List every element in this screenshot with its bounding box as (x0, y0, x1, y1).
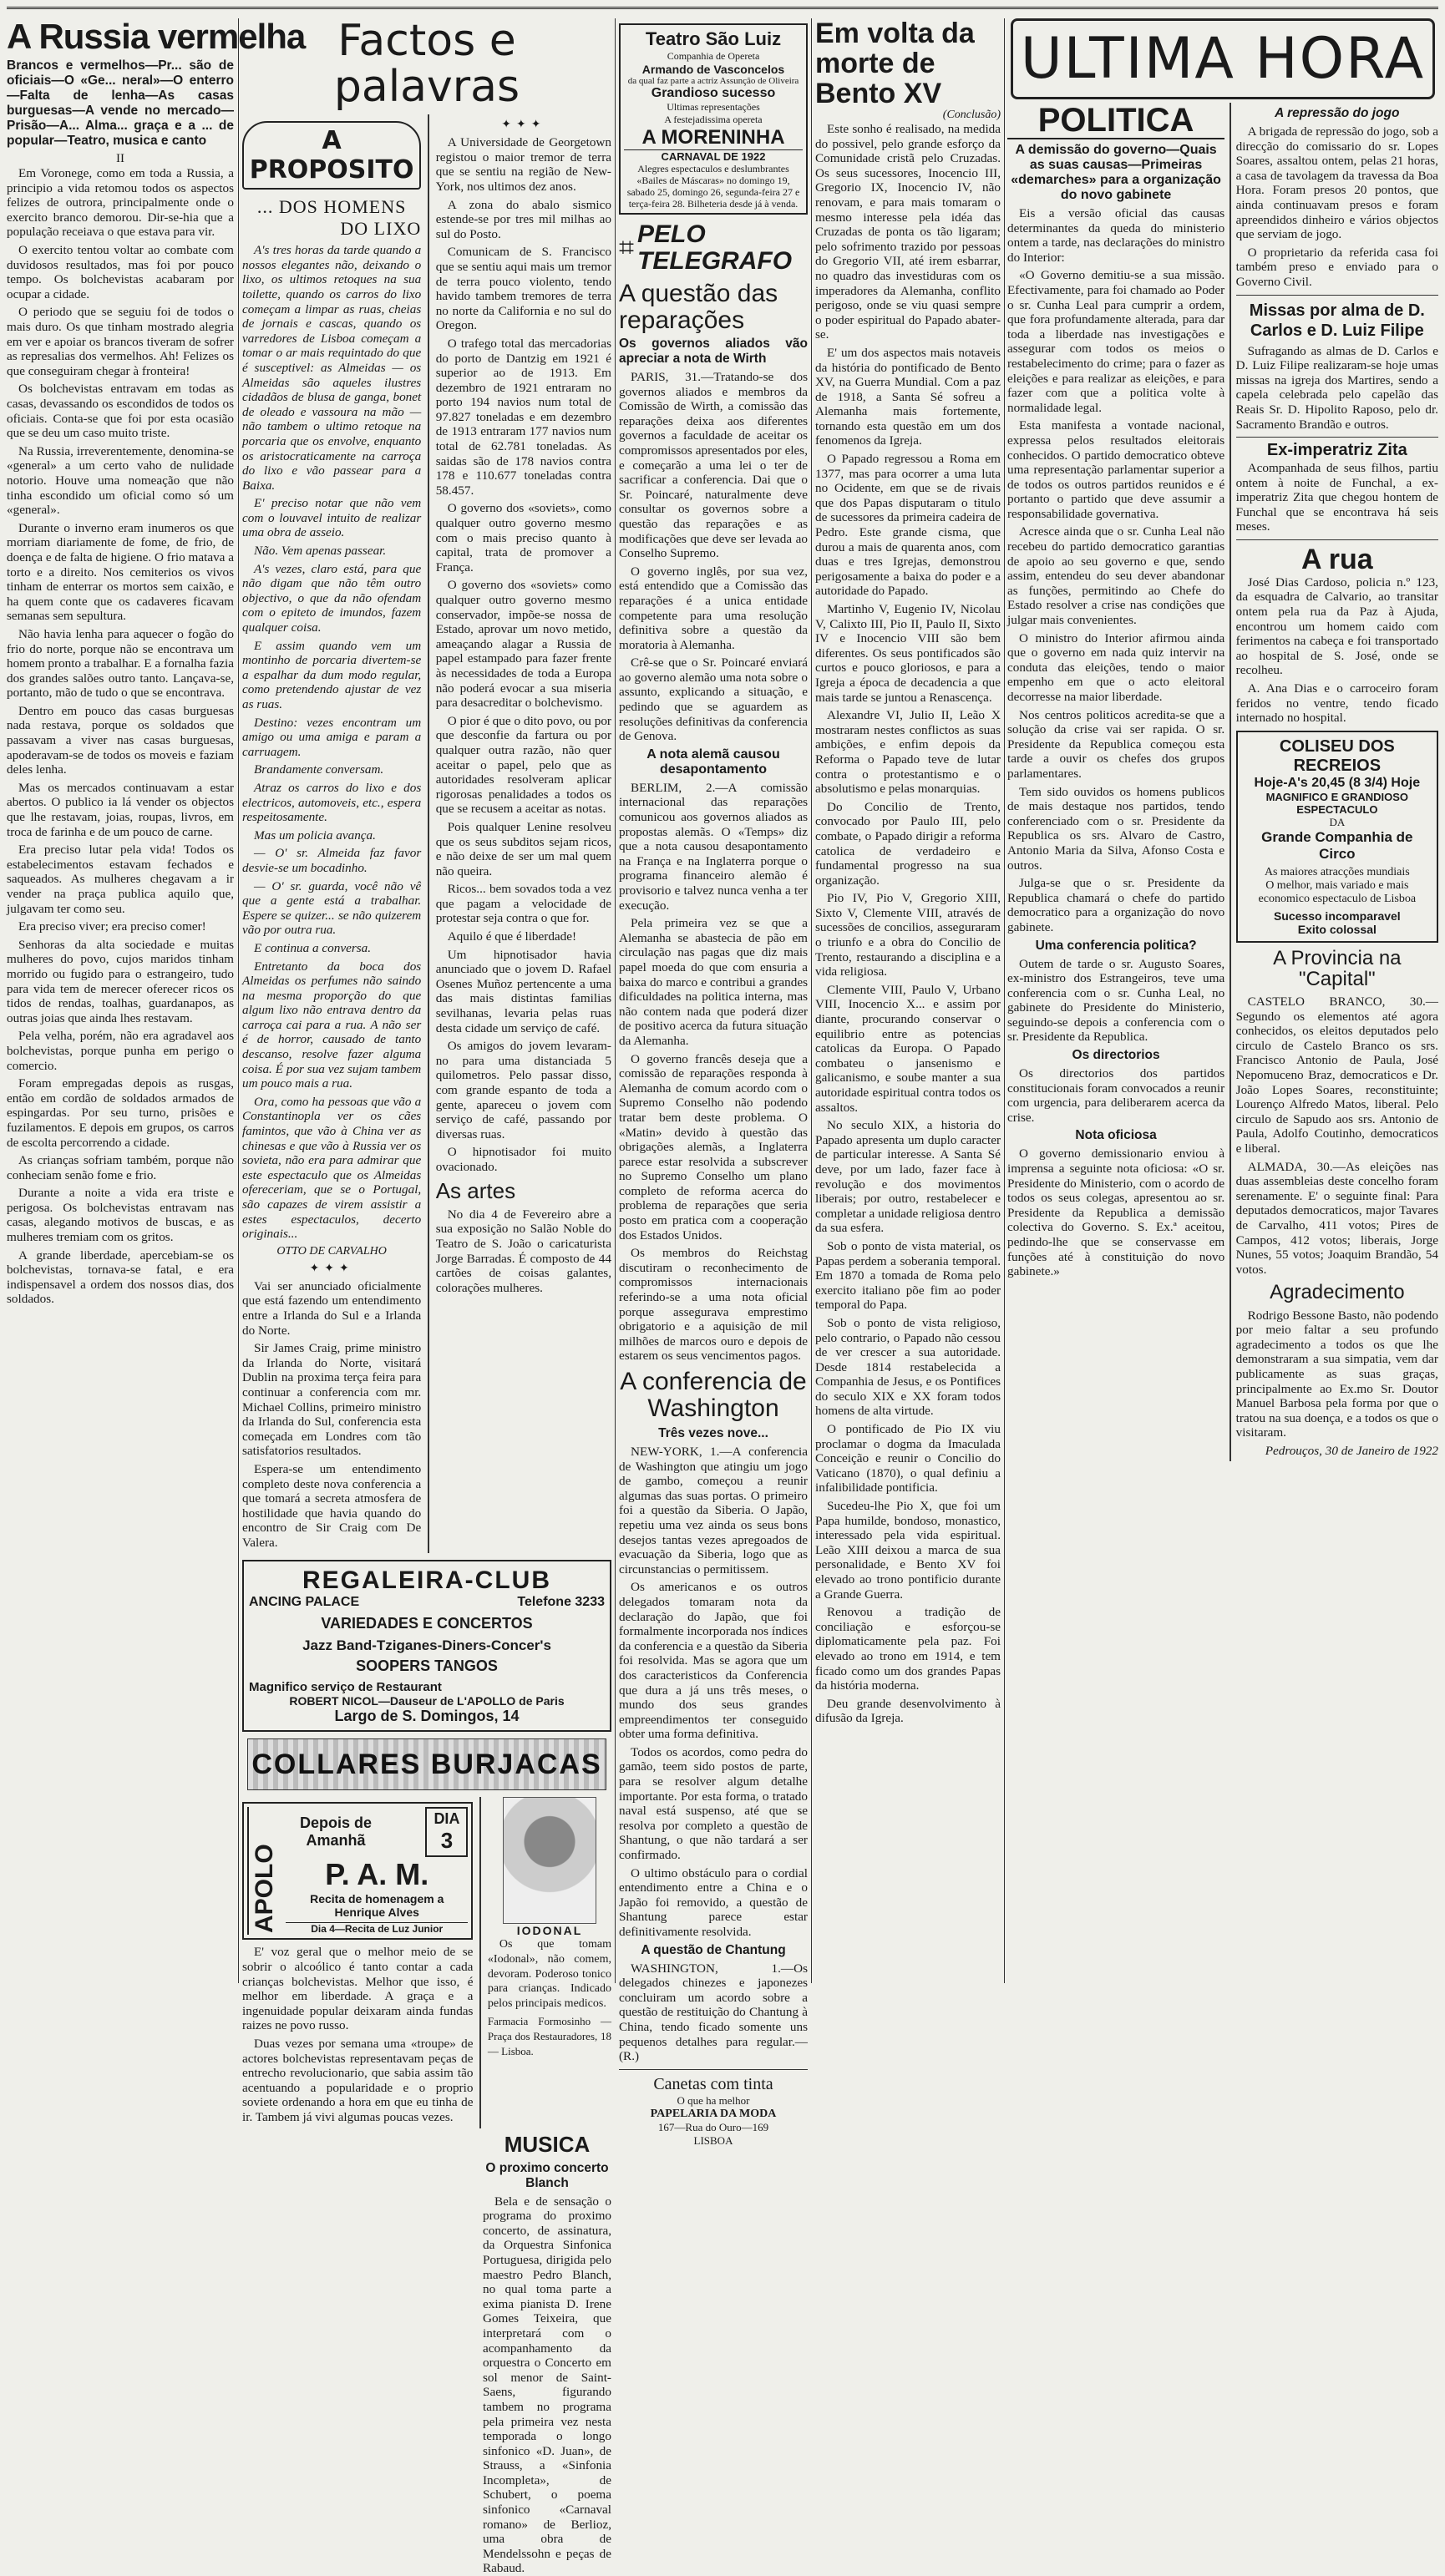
iodonal-baby-image (503, 1797, 596, 1924)
column-rule (1004, 18, 1005, 1983)
paragraph: Os amigos do jovem levaram-no para uma distanciada 5 quilometros. Pelo passar disso, com grande espanto de toda a gente, apareceu o jovem com serviço de café, passando por diversas ruas. (435, 1039, 611, 1141)
pens-ad (619, 2075, 808, 2148)
paragraph: Sob o ponto de vista religioso, pelo contrario, o Papado não cessou de ver crescer a sua autoridade. Desde 1814 restabelecida a Companhia de Jesus, e os Pontifices do seculo XIX e XX foram todos homens de alta virtude. (815, 1315, 1001, 1419)
paragraph: Sob o ponto de vista material, os Papas perdem a soberania temporal. Em 1870 a tomada de Roma pelo exercito italiano põe fim ao poder temporal do Papa. (815, 1238, 1001, 1313)
oficiosa-text: O governo demissionario enviou à imprensa a seguinte nota oficiosa: «O sr. Presidente do Ministerio, com o acordo de todos os seus colegas, apresentou ao sr. Presidente da Republica a demissão colectiva do Governo. S. Ex.ª aceitou, pedindo-lhe que se conservasse em funções até à constituição do novo gabinete.» (1007, 1146, 1225, 1279)
paragraph: Brandamente conversam. (254, 762, 384, 777)
paragraph: O governo inglês, por sua vez, está entendido que a Comissão das reparações é a unica entidade competente para uma resolução definitiva sobre a questão da moratoria à Alemanha. (619, 564, 808, 652)
coliseu-line5: As maiores atracções mundiais (1264, 865, 1410, 878)
stars-divider: ✦✦✦ (309, 1262, 354, 1275)
paragraph: Mas um policia avança. (254, 827, 376, 843)
paragraph: A Universidade de Georgetown registou o maior tremor de terra que se sentiu na região de New-York, nos ultimos dez anos. (435, 135, 611, 194)
politica-headline: POLITICA (1007, 103, 1224, 139)
coliseu-line6: O melhor, mais variado e mais economico espectaculo de Lisboa (1258, 878, 1417, 905)
zita-headline: Ex-imperatriz Zita (1266, 441, 1407, 460)
paragraph: O exercito tentou voltar ao combate com duvidosos resultados, mas foi por pouco tempo. Os bolchevistas acabaram por ocupar a cidade. (7, 243, 234, 301)
paragraph: No seculo XIX, a historia do Papado apresenta um duplo caracter de particular interesse. A Santa Sé deve, por um lado, fazer face à revolução e dos movimentos liberais; por outro, restabelecer e completar a unidade religiosa dentro da sua esfera. (815, 1118, 1001, 1236)
paragraph: Este sonho é realisado, na medida do possivel, pelo grande esforço da Comunidade cristã pelo Cruzadas. Os seus sucessores, Inocencio III, Gregorio IX, Inocencio IV, não renovam, e para mais tomaram o mesmo interesse pela idéa das Cruzadas de ponta os tão ligaram; pelo sofrimento trazido por pessoas do Gregorio VII, até irem esbarrar, no quadro das investiduras com os imperadores da Alemanha, conflito perigoso, onde se viu quasi sempre o poder espiritual do Papado abater-se. (815, 122, 1001, 342)
theatre-details: Alegres espectaculos e deslumbrantes «Bailes de Máscaras» no domingo 19, sabado 25, domingo 26, segunda-feira 27 e terça-feira 28. Bilheteria desde já à venda. (626, 163, 800, 210)
paragraph: Eis a versão oficial das causas determinantes da queda do ministerio ontem a tarde, nas declarações do ministro do Interior: (1007, 206, 1225, 265)
paragraph: Crê-se que o Sr. Poincaré enviará ao governo alemão uma nota sobre o assunto, explicando a situação, e pedindo que se aguardem as resoluções definitivas da conferencia de Genova. (619, 655, 808, 744)
theatre-success: Grandioso sucesso (651, 86, 776, 100)
column-telegrafo (619, 18, 808, 2147)
paragraph: O governo dos «soviets», como qualquer outro governo mesmo com o mais preciso quanto à capital, trata de promover a França. (435, 501, 611, 574)
bolchevistas-text: E' voz geral que o melhor meio de se sobrir o alcoólico é tanto contar a cada crianças bolchevistas. Melhor que isso, é melhor em liberdade. A graça e a ingenuidade popular deixaram ainda fundas raizes ne povo russo. (242, 1945, 474, 2033)
theatre-last: Ultimas representações (667, 101, 760, 113)
coliseu-line3: DA (1329, 815, 1346, 828)
paragraph: Nos centros politicos acredita-se que a solução da crise vai ser rapida. O sr. Presidente da Republica começou esta tarde a ouvir os chefes dos grupos parlamentares. (1007, 707, 1225, 781)
apolo-ad (242, 1802, 473, 1940)
agradecimento-headline: Agradecimento (1270, 1281, 1405, 1304)
missas-headline: Missas por alma de D. Carlos e D. Luiz Filipe (1249, 301, 1425, 340)
provincia-text2: ALMADA, 30.—As eleições nas duas assembleias deste concelho foram serenamente. E' o seguinte final: Para deputados democraticos, major Tavares de Carvalho, 411 votos; Pires de Campos, 412 votos; liberais, Jorge Nunes, 55 votos; Joaquim Brandão, 54 votos. (1235, 1159, 1438, 1277)
paragraph: Mas os mercados continuavam a estar abertos. O publico ia lá vender os objectos que lhe restavam, joias, roupas, livros, em troca de farinha e de um pouco de carne. (7, 780, 234, 839)
regaleira-phone: Telefone 3233 (517, 1595, 605, 1610)
column-ultima-hora (1007, 18, 1438, 1983)
paragraph: Renovou a tradição de conciliação e esforçou-se diplomaticamente pela paz. Foi elevado ao trono em 1914, e tem ficado como um dos grandes Papas da história moderna. (815, 1605, 1001, 1693)
coliseu-line2: MAGNIFICO E GRANDIOSO ESPECTACULO (1265, 790, 1409, 816)
column-factos (242, 16, 612, 2576)
sao-luiz-ad (619, 23, 808, 215)
apolo-pam: P. A. M. (325, 1857, 429, 1892)
paragraph: Sucedeu-lhe Pio X, que foi um Papa humilde, bondoso, monastico, interessado pela vida espiritual. Leão XIII deixou a marca de sua personalidade, e Bento XV foi elevado ao trono pontificio durante a Grande Guerra. (815, 1499, 1001, 1602)
coliseu-line4: Grande Companhia de Circo (1261, 828, 1413, 862)
paragraph: «O Governo demitiu-se a sua missão. Efectivamente, para foi chamado ao Poder o sr. Cunha Leal para cumprir a ordem, que fora profundamente alterada, para dar toda a liberdade nas investigações e assegurar com todos os meios o restabelecimento do crime; para o fazer as eleições e para realizar as eleições, e para fazer com que a politica volte à normalidade legal. (1007, 268, 1225, 415)
bento-headline: Em volta da morte de Bento XV (815, 18, 975, 109)
agradecimento-text: Rodrigo Bessone Basto, não podendo por meio faltar a seu profundo agradecimento a todos os que lhe demonstraram a sua simpatia, vem dar publicamente as suas graças, principalmente ao Ex.mo Sr. Doutor Manuel Barbosa pela forma por que o tratou na sua doença, e a todos os que o visitaram. (1235, 1308, 1438, 1440)
regaleira-name: REGALEIRA-CLUB (302, 1566, 551, 1595)
apolo-line1: Depois de Amanhã (299, 1814, 373, 1850)
column-rule (238, 18, 239, 1983)
paragraph: Julga-se que o sr. Presidente da Republica chamará o chefe do partido democratico para a organização do novo gabinete. (1007, 876, 1225, 934)
washington-sub: Três vezes nove... (658, 1426, 768, 1440)
column-rule (615, 18, 616, 1983)
a-proposito-body (242, 243, 421, 1242)
missas-text: Sufragando as almas de D. Carlos e D. Luiz Filipe realizaram-se hoje umas missas na igreja dos Martires, sendo a capela celebrada pelo capelão das Reais Sr. D. Hipolito Raposo, pelo dr. Sacramento Brandão e outros. (1235, 343, 1438, 432)
directorios-text: Os directorios dos partidos constitucionais foram convocados a reunir com urgencia, para deliberarem acerca da crise. (1007, 1066, 1225, 1125)
theatre-name: Teatro São Luiz (645, 28, 782, 49)
conf-politica-text: Outem de tarde o sr. Augusto Soares, ex-ministro dos Estrangeiros, teve uma conferencia com o sr. Cunha Leal, no gabinete do Presidente do Ministerio, seguindo-se depois a conferencia com o sr. Presidente da Republica. (1007, 956, 1225, 1045)
paragraph: E continua a conversa. (254, 940, 372, 955)
provincia-headline: A Provincia na "Capital" (1273, 946, 1402, 990)
theatre-carnaval: CARNAVAL DE 1922 (624, 149, 803, 163)
paragraph: Não havia lenha para aquecer o fogão do frio do norte, porque não se encontrava um homem pronto a trabalhar. E a fornalha fazia dos grandes salões outro tanto. Lançava-se, portanto, mão de tudo o que se encontrava. (7, 626, 234, 701)
apolo-num: 3 (440, 1828, 454, 1854)
paragraph: Era preciso lutar pela vida! Todos os estabelecimentos estavam fechados e saqueados. As mulheres chegavam a ir vender na praça publica aquilo que, julgavam ter como seu. (7, 843, 234, 916)
regaleira-sub: ANCING PALACE (249, 1595, 360, 1610)
agradecimento-date: Pedrouços, 30 de Janeiro de 1922 (1265, 1443, 1438, 1458)
factos-headline: Factos e palavras (333, 16, 520, 112)
chantung-headline: A questão de Chantung (641, 1942, 786, 1957)
musica-headline: MUSICA (504, 2131, 591, 2157)
russia-numeral: II (116, 152, 124, 166)
iodonal-text: Os que tomam «Iodonal», não comem, devoram. Poderoso tonico para crianças. Indicado pelos principais medicos. (487, 1938, 612, 2010)
paragraph: Entretanto da boca dos Almeidas os perfumes não saindo na mesma proporção do que algum lixo não entrava dentro da carroça cai para a rua. A não ser é de horror, causado de tanto descanso, resolve fazer alguma coisa. É por sua vez sujam tambem um pouco mais a rua. (242, 959, 422, 1091)
coliseu-line7: Sucesso incomparavel (1273, 908, 1401, 923)
zita-text: Acompanhada de seus filhos, partiu ontem à noite de Funchal, a ex-imperatriz Zita que chegou hontem de Funchal que se encontrava há seis meses. (1235, 461, 1438, 534)
regaleira-line5: ROBERT NICOL—Dauseur de L'APOLLO de Paris (289, 1694, 565, 1708)
paragraph: Era preciso viver; era preciso comer! (18, 919, 206, 934)
paragraph: Comunicam de S. Francisco que se sentiu aqui mais um tremor de terra pouco violento, tendo havido tambem tremores de terra no norte da California e no sul do Oregon. (435, 245, 611, 333)
coliseu-name: COLISEU DOS RECREIOS (1279, 736, 1395, 775)
a-proposito-logo: A PROPOSITO (242, 121, 421, 190)
paragraph: As crianças sofriam também, porque não conheciam senão fome e frio. (7, 1153, 234, 1182)
paragraph: Pois qualquer Lenine resolveu que os seus subditos sejam ricos, e não deixe de ser um mal quem não queira. (435, 819, 611, 878)
jogo-headline: A repressão do jogo (1275, 106, 1400, 120)
reparacoes-headline: A questão das reparações (619, 280, 778, 334)
pens-line2: PAPELARIA DA MODA (650, 2107, 777, 2120)
paragraph: Deu grande desenvolvimento à difusão da Igreja. (815, 1696, 1001, 1726)
pens-line3: 167—Rua do Ouro—169 (657, 2120, 769, 2133)
paragraph: Foram empregadas depois as rusgas, então em cordão de soldados armados de espingardas. Por seu turno, prisões e fuzilamentos. E depois em grupos, os carros de escolta percorrendo a cidade. (7, 1076, 234, 1150)
regaleira-ad (242, 1560, 611, 1732)
paragraph: Durante o inverno eram inumeros os que morriam diariamente de fome, de frio, de doença e de falta de higiene. O frio matava a torto e a direito. Nos cemiterios os vivos tinham de enterrar os mortos sem caixão, e ha quem conte que os cadaveres ficavam semanas sem sepultura. (7, 520, 234, 624)
paragraph: Durante a noite a vida era triste e perigosa. Os bolchevistas entravam nas casas, alegando motivos de buscas, e as mulheres tremiam com os gritos. (7, 1186, 234, 1245)
regaleira-line1: VARIEDADES E CONCERTOS (321, 1615, 533, 1632)
reparacoes-body (619, 370, 808, 744)
paragraph: Vai ser anunciado oficialmente que está fazendo um entendimento entre a Irlanda do Sul e a Irlanda do Norte. (242, 1278, 422, 1338)
paragraph: O periodo que se seguiu foi de todos o mais duro. Os que tinham mostrado alegria em ver e apoiar os brancos tiveram de sofrer as represalias dos vermelhos. Ah! Felizes os que conseguiram chegar à fronteira! (7, 305, 234, 378)
regaleira-line2: Jazz Band-Tziganes-Diners-Concer's (302, 1637, 551, 1654)
coliseu-line1: Hoje-A's 20,45 (8 3/4) Hoje (1254, 775, 1421, 790)
rua-text: José Dias Cardoso, policia n.º 123, da esquadra de Calvario, ao transitar ontem pela rua da Paz à Ajuda, encontrou um homem caido com ferimentos na cabeça e foi transportado ao hospital de S. José, onde se recolheu. (1235, 574, 1438, 678)
artes-headline: As artes (435, 1177, 516, 1203)
paragraph: Espera-se um entendimento completo deste nova conferencia a que tomará a secreta atmosfera de hostilidade que havia quando do encontro de Sir Craig com De Valera. (242, 1461, 422, 1550)
paragraph: E' preciso notar que não vem com o louvavel intuito de realizar uma obra de asseio. (242, 496, 422, 540)
paragraph: Aquilo é que é liberdade! (447, 929, 577, 944)
theatre-company: Companhia de Opereta (667, 50, 760, 62)
musica-sub: O proximo concerto Blanch (485, 2160, 609, 2190)
russia-body (7, 166, 234, 1307)
washington-body (619, 1445, 808, 1940)
paragraph: A grande liberdade, apercebiam-se os bolchevistas, tornava-se fatal, e era indispensavel a ordem dos nossos dias, dos soldados. (7, 1248, 234, 1307)
bento-body (815, 122, 1001, 1726)
politica-body (1007, 206, 1224, 935)
paragraph: — O' sr. guarda, você não vê que a gente está a trabalhar. Espere se quizer... se não quizerem vão por outra rua. (242, 878, 422, 938)
jogo-text: A brigada de repressão do jogo, sob a direcção do comissario do sr. Lopes Soares, assaltou ontem, pelas 21 horas, a casa de tavolagem da travessa da Boa Hora. Foram presos 20 pontos, que ainda continuavam presos e foram apreendidos dinheiro e vários objectos que serviam de jogo. (1235, 124, 1438, 242)
paragraph: Todos os acordos, como pedra do gamão, teem sido postos de parte, para se resolver algum detalhe importante. Por esta forma, o tratado naval está suspenso, até que se resolva por completo a questão de Shantung, o que não tardará a ser confirmado. (619, 1744, 808, 1863)
bento-conclusion: (Conclusão) (942, 109, 1001, 121)
pens-line4: LISBOA (693, 2133, 733, 2147)
paragraph: Os americanos e os outros delegados tomaram nota da declaração do Japão, que foi formalmente incorporada nos índices da conferencia e a questão da Siberia foi resolvida. Mas se agora que um dos caracteristicos da Conferencia que dura a já uns três meses, o mundo dos seus grandes empreendimentos ter conseguido obter uma forma definitiva. (619, 1580, 808, 1742)
directorios-headline: Os directorios (1072, 1048, 1160, 1063)
bolchevistas-text2: Duas vezes por semana uma «troupe» de actores bolchevistas representavam peças de entrecho revolucionario, que sabia assim tão acentuando a popularidade e o proprio soviete ordenando a hora em que eu tinha de ir. Tambem já vivi algumas poucas vezes. (242, 2037, 474, 2124)
provincia-text: CASTELO BRANCO, 30.—Segundo os elementos até agora conhecidos, os eleitos deputados pelo circulo de Castelo Branco os srs. Francisco Antonio de Paula, José Nepomuceno Braz, democraticos e Dr. João Lopes Soares, reconstituinte; Lourenço Alfredo Matos, liberal. Pelo circulo de Sapudo aos srs. Antonio de Paula, Adolfo Coutinho, democraticos e liberal. (1235, 994, 1438, 1156)
paragraph: Destino: vezes encontram um amigo ou uma amiga e param a carruagem. (242, 715, 422, 759)
paragraph: Ricos... bem sovados toda a vez que pagam a velocidade de protestar seja contra o que for. (435, 882, 611, 926)
paragraph: Clemente VIII, Paulo V, Urbano VIII, Inocencio X... e assim por diante, procurando conservar o equilibrio entre as potencias catolicas da Europa. O Papado combateu o jansenismo e galicanismo, e soube manter a sua autoridade espiritual contra todos os assaltos. (815, 982, 1001, 1115)
coliseu-ad (1236, 731, 1438, 943)
conf-politica-headline: Uma conferencia politica? (1035, 938, 1197, 953)
a-proposito-signature: OTTO DE CARVALHO (276, 1244, 387, 1258)
paragraph: Alexandre VI, Julio II, Leão X mostraram nestes conflictos as suas ambições, e enfim depois da Reforma o Papado teve de lutar contra o protestantismo e o absolutismo e pelas monarquias. (815, 708, 1001, 797)
oficiosa-headline: Nota oficiosa (1075, 1128, 1157, 1143)
paragraph: Pela velha, porém, não era agradavel aos bolchevistas, porque punha em perigo o comercio. (7, 1029, 234, 1073)
paragraph: O ministro do Interior afirmou ainda que o governo em nada quiz intervir na conduta das eleições, tendo o maior empenho em que o acto eleitoral decorresse na maior liberdade. (1007, 630, 1225, 704)
paragraph: Senhoras da alta sociedade e muitas mulheres do povo, cujos maridos tinham morrido ou fugido para o estrangeiro, tudo para vida tem de merecer oferecer ricos os tidos de rendas, toalhas, guardanapos, as outras joias que ainda lhes restavam. (7, 937, 234, 1025)
paragraph: A's vezes, claro está, para que não digam que não têm outro objectivo, o que da não ofendam com o epiteto de imundos, fazem qualquer coisa. (242, 561, 422, 635)
iodonal-shop: Farmacia Formosinho — Praça dos Restauradores, 18 — Lisboa. (487, 2015, 612, 2057)
paragraph: O pior é que o dito povo, ou por que desconfie da fartura ou por qualquer outra razão, não quer aceitar o papel, pelo que as autoridades resolveram aplicar rigorosas penalidades a todos os que se recusem a aceitar as notas. (435, 713, 611, 817)
russia-deck: Brancos e vermelhos—Pr... são de oficiais—O «Ge... neral»—O enterro—Falta de lenha—As casas burguesas—A vende no mercado—Prisão—A... Alma... graça e a ... de popular—Teatro, musica e canto (7, 58, 234, 149)
reparacoes-sub: Os governos aliados vão apreciar a nota de Wirth (619, 337, 808, 366)
a-proposito-sub2: DO LIXO (340, 218, 422, 240)
paragraph: Esta manifesta a vontade nacional, expressa pelos resultados eleitorais conhecidos. O partido democratico obteve uma representação parlamentar superior a de todos os outros partidos reunidos e é portanto o partido que deve assumir a responsabilidade governativa. (1007, 418, 1225, 521)
paragraph: Dentro em pouco das casas burguesas nada restava, porque os soldados que passavam a viver nas casas burguesas, apoderavam-se de todos os moveis e faziam deles lenha. (7, 703, 234, 777)
paragraph: Tem sido ouvidos os homens publicos de mais destaque nos partidos, tendo conferenciado com o sr. Presidente da Republica os srs. Alvaro de Castro, Antonio Maria da Silva, Afonso Costa e outros. (1007, 784, 1225, 873)
regaleira-line4: Magnifico serviço de Restaurant (249, 1680, 442, 1695)
theatre-festive: A festejadissima opereta (664, 114, 763, 125)
a-proposito-sub1: ... DOS HOMENS (256, 196, 407, 218)
chantung-text: WASHINGTON, 1.—Os delegados chinezes e japonezes concluiram um acordo sobre a questão de restituição do Chantung à China, tendo ficado somente uns pequenos detalhes para regular.—(R.) (619, 1961, 808, 2064)
telegrafo-title: PELO TELEGRAFO (637, 220, 793, 275)
paragraph: O governo francês deseja que a comissão de reparações responda à Alemanha de comum acordo com o Supremo Conselho não podendo tratar bem deste problema. O «Matin» devido à questão das obrigações alemãs, a Inglaterra parece estar resolvida a subscrever no Supremo Conselho um plano completo de reforma acerca do problema de reparações que seria posto em pratica com a cooperação dos Estados Unidos. (619, 1051, 808, 1242)
paragraph: PARIS, 31.—Tratando-se dos governos aliados e membros da Comissão de Wirth, a comissão das reparações deixa aos diferentes governos a faculdade de aceitar os compromissos apresentados por eles, e começarão a uma lei o ter de sacrificar a conferencia. Dai que o Sr. Poincaré, naturalmente deve consultar os governos sobre a questão das reparações e as modificações que deve ser levada ao Conselho Supremo. (619, 370, 808, 561)
ultima-hora-masthead: ULTIMA HORA (1011, 18, 1435, 99)
regaleira-line6: Largo de S. Domingos, 14 (334, 1708, 520, 1725)
paragraph: E' um dos aspectos mais notaveis da história do pontificado de Bento XV, na Guerra Mundial. Com a paz de 1918, a Santa Sé sofreu a Alemanha mais fortemente, tornando esta questão em um dos fenomenos da Igreja. (815, 345, 1001, 448)
apolo-vertical: APOLO (247, 1807, 281, 1935)
paragraph: O pontificado de Pio IX viu proclamar o dogma da Imaculada Conceição e reunir o Concilio do Vaticano (1870), o qual definiu a infalibilidade pontificia. (815, 1422, 1001, 1495)
paragraph: O Papado regressou a Roma em 1377, mas para ocorrer a uma luta no Ocidente, em que se de rivais que dos Papas disputaram o titulo de sucessores da primeira cadeira de Pedro. Este grande cisma, que durou a mais de quarenta anos, com duas e tres Igrejas, demonstrou perigosamente a baixa do poder e a autoridade do Papado. (815, 452, 1001, 599)
paragraph: E assim quando vem um montinho de porcaria divertem-se a espalhar da dum modo regular, como pretendendo ajustar de vez as ruas. (242, 638, 422, 711)
paragraph: O hipnotisador foi muito ovacionado. (435, 1145, 611, 1174)
nota-body (619, 781, 808, 1364)
artes-text: No dia 4 de Fevereiro abre a sua exposição no Salão Noble do Teatro de S. João o caricaturista Jorge Barradas. É composto de 44 cartões de coisas galantes, colorações mulheres. (435, 1207, 611, 1295)
paragraph: Um hipnotisador havia anunciado que o jovem D. Rafael Osenes Muñoz pertencente a uma das mais distintas familias sevilhanas, levaria pelas ruas desta cidade um serviço de café. (435, 947, 611, 1035)
rua-headline: A rua (1301, 544, 1373, 576)
column-rule (811, 18, 812, 1983)
paragraph: Atraz os carros do lixo e dos electricos, automoveis, etc., espera respeitosamente. (242, 780, 422, 825)
paragraph: A zona do abalo sismico estende-se por tres mil milhas ao sul do Posto. (435, 197, 611, 241)
apolo-line2: Recita de homenagem a Henrique Alves (310, 1892, 444, 1920)
musica-text: Bela e de sensação o programa do proximo concerto, de assinatura, da Orquestra Sinfonica Portuguesa, dirigida pelo maestro Pedro Blanch, no qual toma parte a exima pianista D. Irene Gomes Teixeira, que interpretará com o acompanhamento da orquestra o Concerto em sol menor de Saint-Saens, figurando tambem no programa pela primeira vez nesta temporada o longo sinfonico «D. Juan», de Strauss, a «Sinfonia Incompleta», de Schubert, o poema sinfonico «Carnaval romano» de Berlioz, uma obra de Mendelssohn e peças de Rabaud. (483, 2194, 611, 2576)
factos-right-body (436, 135, 611, 1174)
paragraph: O trafego total das mercadorias do porto de Dantzig em 1921 é superior ao de 1913. Em dezembro de 1921 entraram no porto 194 navios num total de 97.827 toneladas e em dezembro de 1913 entraram 177 navios num total de 62.781 toneladas. As saidas são de 178 navios contra 178 e 110.677 toneladas contra 58.457. (435, 336, 611, 498)
paragraph: — O' sr. Almeida faz favor desvie-se um bocadinho. (242, 846, 422, 875)
rua-text2: A. Ana Dias e o carroceiro foram feridos no ventre, tendo ficado internado no hospital. (1235, 681, 1438, 726)
top-rule (7, 7, 1438, 9)
stars-divider: ✦✦✦ (501, 119, 546, 132)
paragraph: BERLIM, 2.—A comissão internacional das reparações comunicou aos governos aliados as propostas alemãs. O «Temps» diz que a nota causou desapontamento na França e na Inglaterra porque o programa financeiro alemão é provisorio e talvez nunca venha a ter execução. (619, 780, 808, 913)
collares-burjacas-ad: COLLARES BURJACAS (247, 1738, 606, 1790)
paragraph: Pio IV, Pio V, Gregorio XIII, Sixto V, Clemente VIII, através de sucessões de concilios, asseguraram o triunfo e a obra do Concilio de Trento, restaurando a disciplina e a vida religiosa. (815, 891, 1001, 979)
nota-headline: A nota alemã causou desapontamento (646, 746, 780, 777)
washington-headline: A conferencia de Washington (620, 1368, 807, 1422)
russia-headline: A Russia vermelha (7, 17, 306, 56)
iodonal-label: IODONAL (516, 1924, 583, 1938)
paragraph: Em Voronege, como em toda a Russia, a principio a vida retomou todos os aspectos felizes de outrora, principalmente onde o exercito branco demorou. Dir-se-hia que a população receiava o que estava para vir. (7, 166, 234, 240)
column-bento (815, 18, 1001, 1983)
theatre-title: A MORENINHA (641, 126, 785, 149)
coliseu-line8: Exito colossal (1297, 922, 1377, 936)
telegrafo-header (619, 221, 808, 274)
paragraph: O ultimo obstáculo para o cordial entendimento entre a China e o Japão foi removido, a questão de Shantung parece estar definitivamente resolvida. (619, 1865, 808, 1939)
apolo-line3: Dia 4—Recita de Luz Junior (286, 1922, 468, 1935)
theatre-line: da qual faz parte a actriz Assunção de Oliveira (627, 76, 799, 86)
irlanda-body (242, 1279, 421, 1551)
theatre-director: Armando de Vasconcelos (641, 63, 785, 76)
paragraph: Não. Vem apenas passear. (254, 544, 387, 559)
paragraph: A's tres horas da tarde quando a nossos elegantes não, deixando o lixo, os ultimos retoques na sua toilette, quando os carros do lixo começam a limpar as ruas, cheias de jornais e cascas, quando os varredores de Lisboa começam a tomar o ar mais requintado do que é susceptivel: as Almeidas — os Almeidas são aqueles ilustres cidadãos de blusa de ganga, bonet de oleado e vassoura na mão — não tambem o ultimo retoque na porcaria que os envolve, enquanto os aristocraticamente na carroça do lixo e vão passear para a Baixa. (242, 243, 422, 493)
jogo-text2: O proprietario da referida casa foi também preso e enviado para o Governo Civil. (1235, 245, 1438, 289)
pens-line1: O que ha melhor (677, 2093, 750, 2107)
paragraph: Pela primeira vez se que a Alemanha se abastecia de pão em circulação nas pagas que diz mais papel moeda do que com ensuria a baixa do marco e contribui a grandes dificuldades na politica interna, mas não contem nada que poderá dizer de positivo acerca da futura situação da Alemanha. (619, 916, 808, 1048)
paragraph: Acresce ainda que o sr. Cunha Leal não recebeu do partido democratico garantias de apoio ao seu governo e que, sendo assim, entendeu do seu dever abandonar as funções, permitindo ao Chefe do Estado resolver a crise nas condições que julgar mais convenientes. (1007, 524, 1225, 628)
politica-sub: A demissão do governo—Quais as suas causas—Primeiras «demarches» para a organização do novo gabinete (1011, 143, 1221, 202)
paragraph: Na Russia, irreverentemente, denomina-se «general» a um certo vaho de nulidade notorio. Houve uma nomeação que não tinha escondido um oficial como só um «general». (7, 443, 234, 518)
paragraph: Ora, como ha pessoas que vão a Constantinopla ver os cães famintos, que vão à China ver as chinesas e que vão à Russia ver os sovieta, não era para admirar que este espectaculo que os Almeidas ofereceriam, que se o Portugal, são capazes de virem assistir a estes espectaculos, decerto originais... (242, 1094, 422, 1242)
paragraph: NEW-YORK, 1.—A conferencia de Washington que atingiu um jogo de gambo, começou a reunir algumas das suas portas. O primeiro foi a questão da Siberia. O Japão, repetiu uma vez ainda os seus bons desejos tantas vezes apregoados de evacuação da Siberia, logo que as circunstancias o permitissem. (619, 1445, 808, 1576)
paragraph: Do Concilio de Trento, convocado por Paulo III, pelo combate, o Papado dirigir a reforma catolica de verdadeiro e fundamental progresso na sua organização. (815, 799, 1001, 888)
pens-title: Canetas com tinta (653, 2074, 773, 2093)
paragraph: O governo dos «soviets» como qualquer outro governo mesmo conservador, impõe-se nossa de Estado, aprovar um novo metido, ameaçando alagar a Russia de papel estampado para fazer frente às necessidades de toda a Europa não poderá evocar a sua miseria para desacreditar o bolchevismo. (435, 578, 611, 711)
apolo-dia: DIA (434, 1810, 460, 1828)
paragraph: Sir James Craig, prime ministro da Irlanda do Norte, visitará Dublin na proxima terça feira para continuar a conferencia com mr. Michael Collins, primeiro ministro da Irlanda do Sul, conferencia esta começada em Londres com tão satisfatorios resultados. (242, 1341, 422, 1459)
paragraph: Os bolchevistas entravam em todas as casas, devassando os escondidos de todos os oficiais. Conta-se que foi por esta ocasião que se deu um caso muito triste. (7, 382, 234, 441)
paragraph: Os membros do Reichstag discutiram o reconhecimento de compromissos internacionais referindo-se a uma nota oficial porque assegurava emprestimo obrigatorio e a aquisição de mil milhões de marcos ouro e depois de estarem os seus vencimentos pagos. (619, 1246, 808, 1364)
telegraph-hash-icon: ⌗ (619, 231, 635, 262)
paragraph: Martinho V, Eugenio IV, Nicolau V, Calixto III, Pio II, Paulo II, Sixto IV e Inocencio VIII são bem diferentes. Os seus pontificados são curtos e pouco gloriosos, e para a Igreja a época de decadencia a que mais tarde se juntou a Renascença. (815, 602, 1001, 705)
regaleira-line3: SOOPERS TANGOS (356, 1657, 498, 1675)
